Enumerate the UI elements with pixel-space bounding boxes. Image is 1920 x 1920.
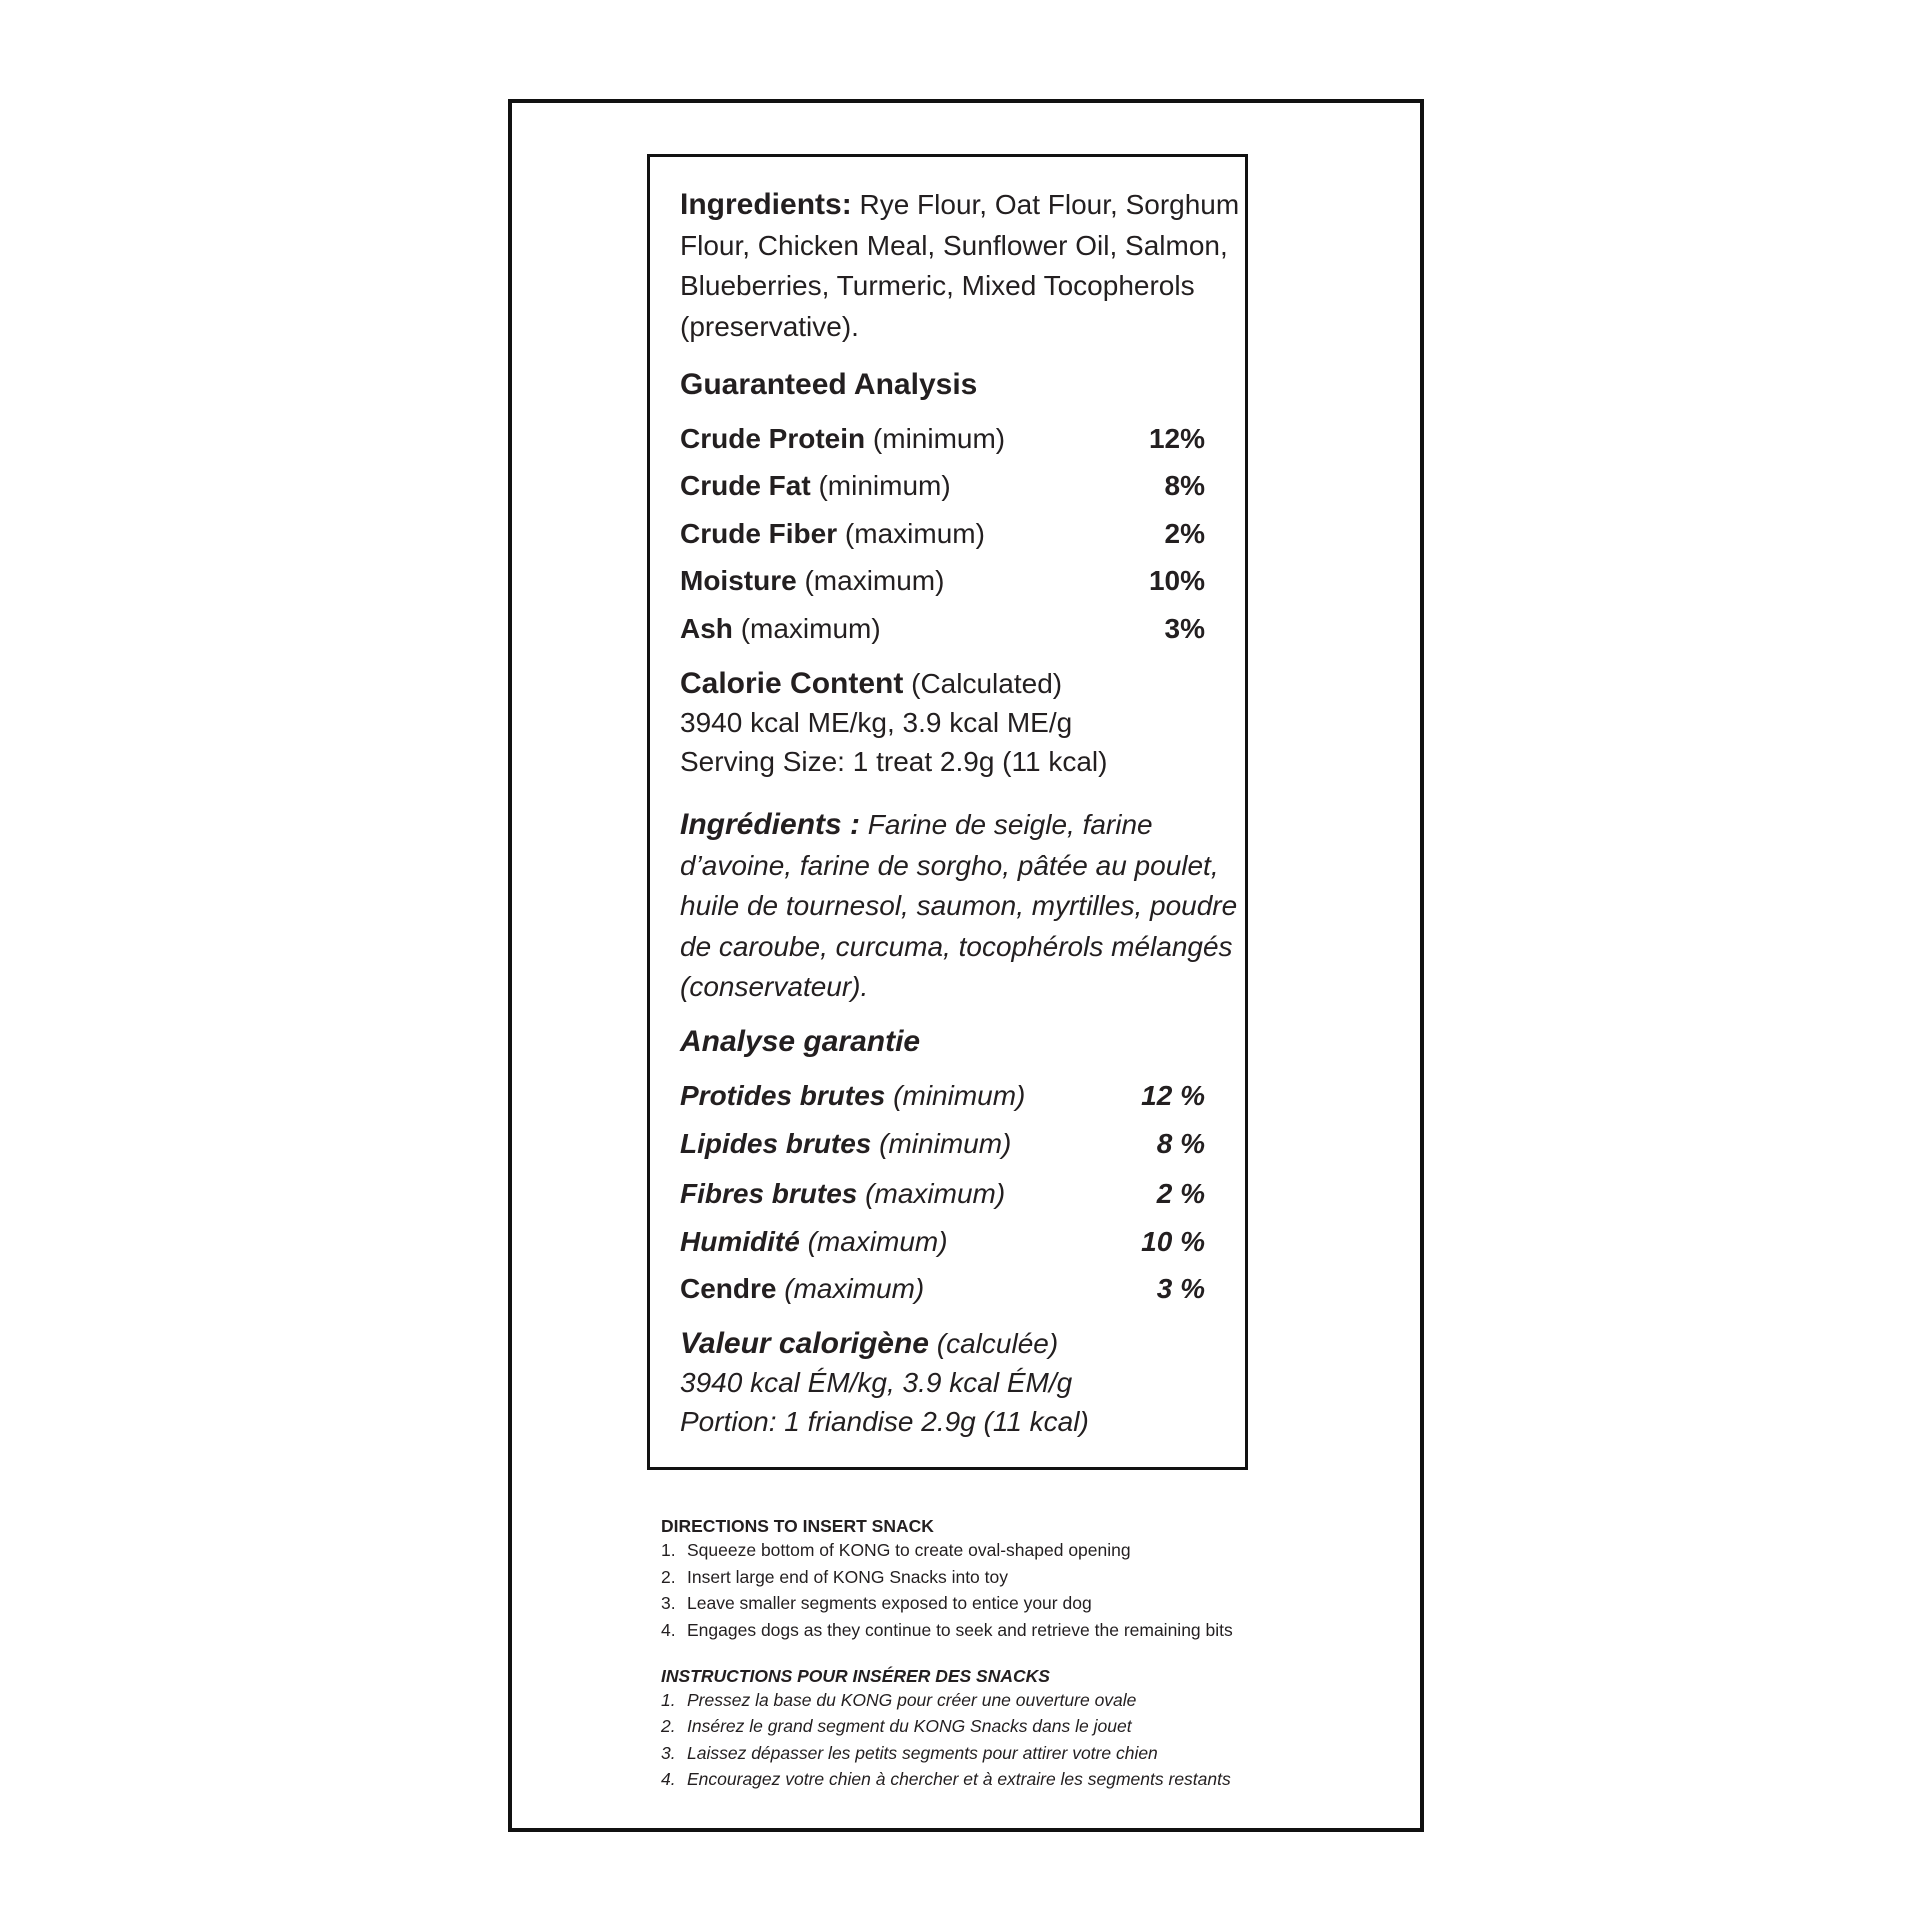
analysis-fr-row (680, 1124, 1205, 1164)
step-number: 4. (661, 1769, 676, 1789)
analysis-fr-row (680, 1269, 1205, 1309)
analysis-fr-name: Lipides brutes (680, 1128, 872, 1159)
ingredients-line-1 (680, 185, 1239, 225)
step-text: Pressez la base du KONG pour créer une ouverture ovale (687, 1690, 1137, 1710)
analysis-fr-value: 2 % (1156, 1178, 1205, 1209)
step-text: Insérez le grand segment du KONG Snacks dans le jouet (687, 1716, 1132, 1736)
directions-fr-step (661, 1713, 1132, 1740)
step-number: 2. (661, 1567, 676, 1587)
step-number: 3. (661, 1743, 676, 1763)
analysis-name: Crude Fiber (680, 518, 838, 549)
ingredients-line-2: Flour, Chicken Meal, Sunflower Oil, Salmon, (680, 230, 1228, 261)
analysis-fr-row (680, 1174, 1205, 1214)
analysis-value: 12% (1148, 423, 1205, 454)
calorie-qualifier: (Calculated) (911, 668, 1063, 699)
step-text: Encouragez votre chien à chercher et à extraire les segments restants (687, 1769, 1231, 1789)
ingredients-line-3: Blueberries, Turmeric, Mixed Tocopherols (680, 270, 1195, 301)
analysis-qualifier: (minimum) (872, 423, 1006, 454)
ingredients-fr-line-5: (conservateur). (680, 971, 869, 1002)
analysis-fr-value: 3 % (1156, 1273, 1205, 1304)
step-number: 1. (661, 1540, 676, 1560)
analysis-fr-value: 12 % (1141, 1080, 1205, 1111)
directions-fr-step (661, 1766, 1231, 1793)
analysis-fr-name: Cendre (680, 1273, 777, 1304)
analysis-title: Guaranteed Analysis (680, 368, 978, 401)
directions-fr-step (661, 1687, 1136, 1714)
calorie-line: 3940 kcal ME/kg, 3.9 kcal ME/g (680, 707, 1073, 738)
directions-en-step (661, 1537, 1131, 1564)
step-number: 3. (661, 1593, 676, 1613)
analysis-fr-qualifier: (minimum) (893, 1080, 1026, 1111)
analysis-value: 8% (1164, 470, 1205, 501)
analysis-qualifier: (maximum) (844, 518, 985, 549)
analysis-row (680, 561, 1205, 601)
analysis-row (680, 514, 1205, 554)
ingredients-fr-line-4: de caroube, curcuma, tocophérols mélangés (680, 931, 1233, 962)
step-text: Squeeze bottom of KONG to create oval-shaped opening (687, 1540, 1131, 1560)
calorie-fr-qualifier: (calculée) (936, 1328, 1059, 1359)
analysis-fr-title: Analyse garantie (680, 1025, 921, 1058)
analysis-fr-name: Protides brutes (680, 1080, 886, 1111)
analysis-qualifier: (maximum) (804, 565, 945, 596)
analysis-qualifier: (minimum) (818, 470, 951, 501)
step-number: 1. (661, 1690, 676, 1710)
analysis-fr-value: 8 % (1156, 1128, 1205, 1159)
analysis-fr-qualifier: (maximum) (807, 1226, 948, 1257)
directions-en-step (661, 1590, 1092, 1617)
analysis-value: 3% (1164, 613, 1205, 644)
step-number: 2. (661, 1716, 676, 1736)
directions-fr-title: INSTRUCTIONS POUR INSÉRER DES SNACKS (661, 1666, 1050, 1686)
directions-en-step (661, 1617, 1233, 1644)
analysis-name: Moisture (680, 565, 797, 596)
step-text: Insert large end of KONG Snacks into toy (687, 1567, 1008, 1587)
ingredients-fr-label: Ingrédients : (680, 808, 861, 841)
analysis-value: 2% (1164, 518, 1205, 549)
analysis-row (680, 419, 1205, 459)
ingredients-fr-line-2: d’avoine, farine de sorgho, pâtée au poulet, (680, 850, 1219, 881)
step-text: Engages dogs as they continue to seek and retrieve the remaining bits (687, 1620, 1233, 1640)
ingredients-fr-line-1 (680, 805, 1153, 845)
analysis-qualifier: (maximum) (740, 613, 881, 644)
ingredients-text: Rye Flour, Oat Flour, Sorghum (859, 189, 1240, 220)
analysis-fr-qualifier: (minimum) (879, 1128, 1012, 1159)
step-text: Leave smaller segments exposed to entice your dog (687, 1593, 1092, 1613)
analysis-row (680, 466, 1205, 506)
analysis-name: Ash (680, 613, 733, 644)
analysis-fr-qualifier: (maximum) (865, 1178, 1006, 1209)
analysis-value: 10% (1148, 565, 1205, 596)
analysis-row (680, 609, 1205, 649)
analysis-name: Crude Protein (680, 423, 866, 454)
analysis-fr-qualifier: (maximum) (784, 1273, 925, 1304)
calorie-fr-heading (680, 1324, 1058, 1364)
analysis-name: Crude Fat (680, 470, 811, 501)
directions-fr-step (661, 1740, 1158, 1767)
calorie-fr-title: Valeur calorigène (680, 1327, 929, 1360)
analysis-fr-row (680, 1222, 1205, 1262)
step-number: 4. (661, 1620, 676, 1640)
calorie-fr-line: 3940 kcal ÉM/kg, 3.9 kcal ÉM/g (680, 1367, 1073, 1398)
step-text: Laissez dépasser les petits segments pour attirer votre chien (687, 1743, 1158, 1763)
analysis-fr-name: Humidité (680, 1226, 800, 1257)
directions-en-title: DIRECTIONS TO INSERT SNACK (661, 1516, 934, 1536)
analysis-fr-row (680, 1076, 1205, 1116)
ingredients-fr-line-3: huile de tournesol, saumon, myrtilles, poudre (680, 890, 1238, 921)
calorie-heading (680, 664, 1062, 704)
analysis-fr-value: 10 % (1141, 1226, 1205, 1257)
ingredients-line-4: (preservative). (680, 311, 859, 342)
ingredients-label: Ingredients: (680, 188, 852, 221)
serving-fr-line: Portion: 1 friandise 2.9g (11 kcal) (680, 1406, 1089, 1437)
directions-en-step (661, 1564, 1008, 1591)
ingredients-fr-text: Farine de seigle, farine (867, 809, 1153, 840)
calorie-title: Calorie Content (680, 667, 904, 700)
serving-line: Serving Size: 1 treat 2.9g (11 kcal) (680, 746, 1108, 777)
analysis-fr-name: Fibres brutes (680, 1178, 858, 1209)
